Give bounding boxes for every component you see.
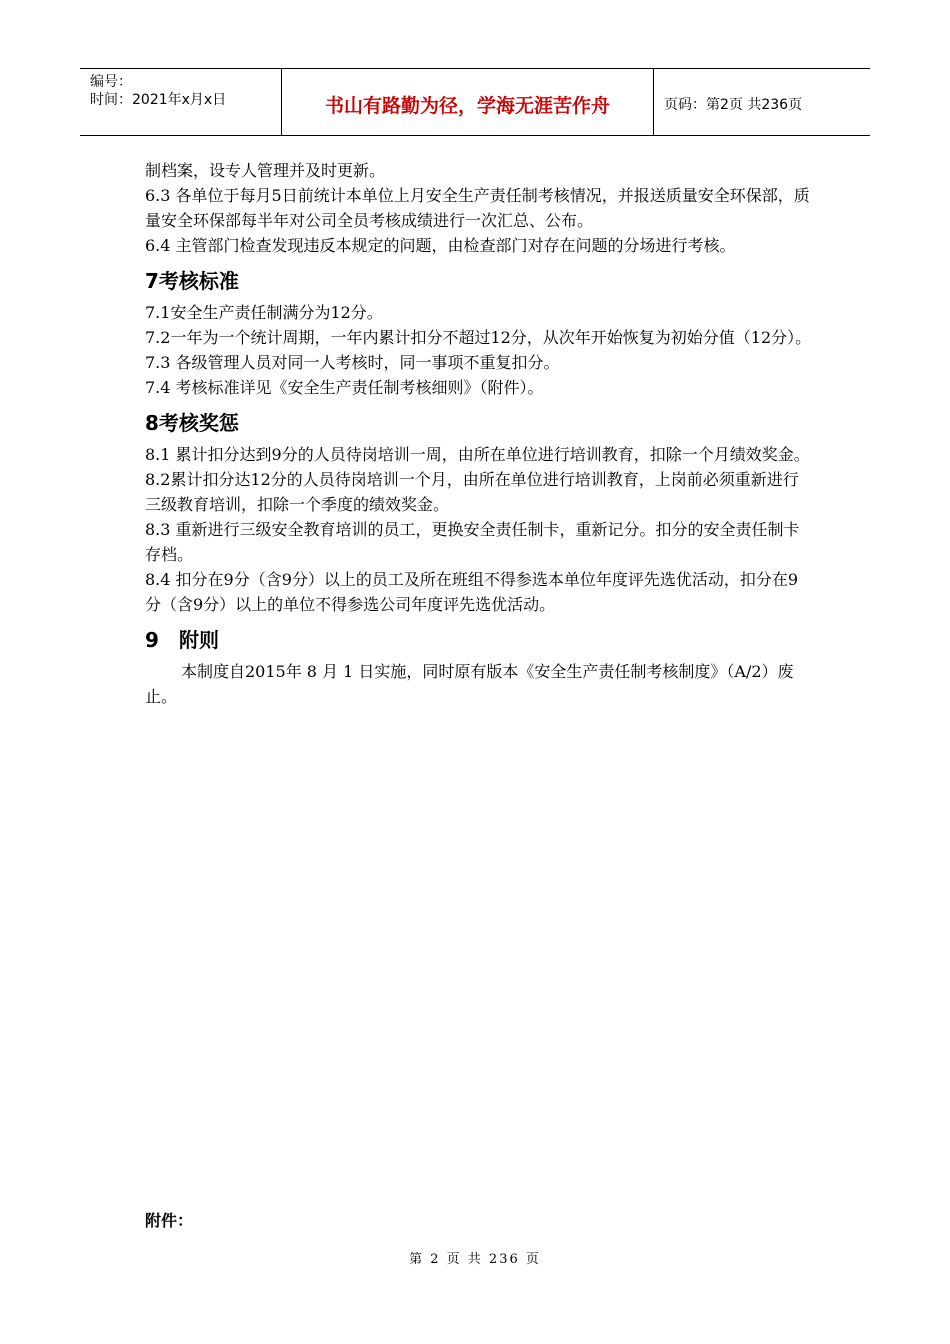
attachment-label: 附件： bbox=[145, 1211, 194, 1230]
paragraph-7-1: 7.1安全生产责任制满分为12分。 bbox=[145, 303, 383, 322]
section-title: 考核标准 bbox=[158, 269, 239, 293]
paragraph-6-4: 6.4 主管部门检查发现违反本规定的问题，由检查部门对存在问题的分场进行考核。 bbox=[145, 236, 736, 255]
document-date-label: 时间：2021年x月x日 bbox=[90, 92, 227, 108]
paragraph-8-3: 8.3 重新进行三级安全教育培训的员工，更换安全责任制卡，重新记分。扣分的安全责任制卡存档。 bbox=[145, 520, 800, 564]
paragraph-7-2: 7.2一年为一个统计周期，一年内累计扣分不超过12分，从次年开始恢复为初始分值（12分）。 bbox=[145, 328, 812, 347]
paragraph-8-4: 8.4 扣分在9分（含9分）以上的员工及所在班组不得参选本单位年度评先选优活动，扣分在9分（含9分）以上的单位不得参选公司年度评先选优活动。 bbox=[145, 570, 799, 614]
section-number: 7 bbox=[145, 269, 159, 293]
section-heading-8 bbox=[145, 410, 813, 436]
paragraph-7-4: 7.4 考核标准详见《安全生产责任制考核细则》（附件）。 bbox=[145, 378, 544, 397]
paragraph-7-3: 7.3 各级管理人员对同一人考核时，同一事项不重复扣分。 bbox=[145, 353, 560, 372]
paragraph-6-3: 6.3 各单位于每月5日前统计本单位上月安全生产责任制考核情况，并报送质量安全环保部，质量安全环保部每半年对公司全员考核成绩进行一次汇总、公布。 bbox=[145, 186, 810, 230]
page-footer: 第 2 页 共 236 页 bbox=[409, 1252, 541, 1267]
document-body bbox=[145, 158, 813, 709]
paragraph-continuation: 制档案，设专人管理并及时更新。 bbox=[145, 161, 386, 180]
section-title: 考核奖惩 bbox=[158, 411, 239, 435]
paragraph-8-1: 8.1 累计扣分达到9分的人员待岗培训一周，由所在单位进行培训教育，扣除一个月绩效奖金。 bbox=[145, 445, 810, 464]
header-table bbox=[80, 68, 870, 136]
header-page-info: 页码：第2页 共236页 bbox=[664, 97, 803, 113]
paragraph-9: 本制度自2015年 8 月 1 日实施，同时原有版本《安全生产责任制考核制度》（A/2）废止。 bbox=[145, 662, 794, 706]
section-title: 附则 bbox=[179, 628, 219, 652]
header-slogan: 书山有路勤为径，学海无涯苦作舟 bbox=[282, 69, 654, 135]
section-heading-7 bbox=[145, 268, 813, 294]
paragraph-8-2: 8.2累计扣分达12分的人员待岗培训一个月，由所在单位进行培训教育，上岗前必须重新进行三级教育培训，扣除一个季度的绩效奖金。 bbox=[145, 470, 799, 514]
section-number: 9 bbox=[145, 628, 159, 652]
header-meta-cell bbox=[80, 69, 282, 135]
section-number: 8 bbox=[145, 411, 159, 435]
document-number-label: 编号： bbox=[90, 74, 132, 90]
section-heading-9 bbox=[145, 627, 813, 653]
